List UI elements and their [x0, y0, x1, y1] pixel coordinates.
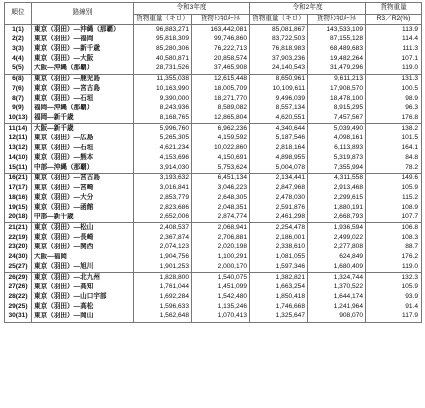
- header-weight-current: 貨物重量（キロ）: [134, 15, 192, 25]
- rank-cell: 14(10): [5, 153, 32, 163]
- weight-current-cell: 3,914,030: [134, 163, 192, 173]
- route-cell: 東京（羽田）―高松: [32, 302, 134, 312]
- weight-current-cell: 3,016,841: [134, 184, 192, 194]
- table-row: [5, 144, 422, 154]
- route-cell: 東京（羽田）―大阪: [32, 54, 134, 64]
- table-row: [5, 84, 422, 94]
- tonkm-previous-cell: 18,478,100: [308, 94, 366, 104]
- header-tonkm-current: 貨物ﾄﾝｷﾛﾒｰﾄﾙ: [192, 15, 250, 25]
- ratio-cell: 164.1: [366, 144, 422, 154]
- weight-current-cell: 1,901,253: [134, 262, 192, 272]
- route-cell: 東京（羽田）―新千歳: [32, 44, 134, 54]
- table-row: [5, 213, 422, 223]
- weight-current-cell: 1,761,044: [134, 283, 192, 293]
- weight-previous-cell: 1,382,821: [250, 272, 308, 282]
- rank-cell: 9(9): [5, 104, 32, 114]
- tonkm-current-cell: 18,271,770: [192, 94, 250, 104]
- ratio-cell: 91.4: [366, 302, 422, 312]
- header-fy-current: 令和3年度: [134, 3, 250, 15]
- tonkm-current-cell: 8,589,082: [192, 104, 250, 114]
- tonkm-previous-cell: 6,113,893: [308, 144, 366, 154]
- weight-previous-cell: 8,557,134: [250, 104, 308, 114]
- table-row: [5, 283, 422, 293]
- table-row: [5, 253, 422, 263]
- tonkm-previous-cell: 2,668,793: [308, 213, 366, 223]
- tonkm-previous-cell: 1,880,191: [308, 203, 366, 213]
- rank-cell: 7(6): [5, 84, 32, 94]
- ratio-cell: 100.5: [366, 84, 422, 94]
- tonkm-current-cell: 2,048,351: [192, 203, 250, 213]
- cargo-route-ranking-page: [4, 2, 421, 404]
- tonkm-current-cell: 2,874,774: [192, 213, 250, 223]
- tonkm-current-cell: 1,135,246: [192, 302, 250, 312]
- route-cell: 東京（羽田）―高知: [32, 283, 134, 293]
- table-row: [5, 292, 422, 302]
- weight-current-cell: 8,168,765: [134, 113, 192, 123]
- ratio-cell: 115.2: [366, 193, 422, 203]
- weight-previous-cell: 8,650,961: [250, 74, 308, 84]
- table-row: [5, 25, 422, 35]
- table-row: [5, 312, 422, 322]
- header-rank: 順位: [5, 3, 32, 25]
- cargo-ranking-table: [4, 2, 422, 323]
- route-cell: 東京（羽田）―熊本: [32, 153, 134, 163]
- ratio-cell: 131.3: [366, 74, 422, 84]
- tonkm-current-cell: 4,159,592: [192, 134, 250, 144]
- ratio-cell: 108.3: [366, 233, 422, 243]
- tonkm-current-cell: 1,540,075: [192, 272, 250, 282]
- tonkm-previous-cell: 68,489,683: [308, 44, 366, 54]
- weight-current-cell: 2,408,537: [134, 223, 192, 233]
- table-row: [5, 35, 422, 45]
- route-cell: 福岡―沖縄（那覇）: [32, 104, 134, 114]
- rank-cell: 13(12): [5, 144, 32, 154]
- route-cell: 中部―沖縄（那覇）: [32, 163, 134, 173]
- ratio-cell: 114.4: [366, 35, 422, 45]
- table-row: [5, 223, 422, 233]
- weight-previous-cell: 4,620,551: [250, 113, 308, 123]
- tonkm-current-cell: 2,020,198: [192, 243, 250, 253]
- weight-current-cell: 2,652,006: [134, 213, 192, 223]
- tonkm-previous-cell: 1,680,409: [308, 262, 366, 272]
- tonkm-current-cell: 1,451,099: [192, 283, 250, 293]
- rank-cell: 23(20): [5, 243, 32, 253]
- rank-cell: 26(29): [5, 272, 32, 282]
- tonkm-previous-cell: 31,479,296: [308, 64, 366, 74]
- ratio-cell: 107.7: [366, 213, 422, 223]
- weight-current-cell: 1,562,648: [134, 312, 192, 322]
- table-row: [5, 44, 422, 54]
- rank-cell: 27(26): [5, 283, 32, 293]
- weight-previous-cell: 76,818,983: [250, 44, 308, 54]
- rank-cell: 17(17): [5, 184, 32, 194]
- table-row: [5, 124, 422, 134]
- table-row: [5, 243, 422, 253]
- route-cell: 中部―新千歳: [32, 213, 134, 223]
- route-cell: 東京（羽田）―宮古島: [32, 173, 134, 183]
- tonkm-previous-cell: 1,370,522: [308, 283, 366, 293]
- weight-current-cell: 1,828,800: [134, 272, 192, 282]
- weight-previous-cell: 83,722,503: [250, 35, 308, 45]
- route-cell: 東京（羽田）―山口宇部: [32, 292, 134, 302]
- weight-previous-cell: 9,496,039: [250, 94, 308, 104]
- weight-previous-cell: 10,109,611: [250, 84, 308, 94]
- tonkm-current-cell: 2,706,881: [192, 233, 250, 243]
- header-fy-previous: 令和2年度: [250, 3, 366, 15]
- route-cell: 東京（羽田）―長崎: [32, 233, 134, 243]
- tonkm-current-cell: 6,962,236: [192, 124, 250, 134]
- table-row: [5, 184, 422, 194]
- rank-cell: 18(16): [5, 193, 32, 203]
- weight-previous-cell: 5,004,078: [250, 163, 308, 173]
- ratio-cell: 176.2: [366, 253, 422, 263]
- ratio-cell: 119.0: [366, 64, 422, 74]
- weight-previous-cell: 2,478,030: [250, 193, 308, 203]
- table-row: [5, 104, 422, 114]
- tonkm-previous-cell: 4,311,558: [308, 173, 366, 183]
- ratio-cell: 132.3: [366, 272, 422, 282]
- table-row: [5, 233, 422, 243]
- rank-cell: 15(11): [5, 163, 32, 173]
- ratio-cell: 105.9: [366, 283, 422, 293]
- weight-previous-cell: 4,898,955: [250, 153, 308, 163]
- weight-previous-cell: 2,186,001: [250, 233, 308, 243]
- tonkm-previous-cell: 2,913,468: [308, 184, 366, 194]
- route-cell: 東京（羽田）―宮古島: [32, 84, 134, 94]
- weight-current-cell: 3,193,632: [134, 173, 192, 183]
- rank-cell: 24(30): [5, 253, 32, 263]
- table-row: [5, 113, 422, 123]
- weight-current-cell: 1,596,633: [134, 302, 192, 312]
- route-cell: 東京（羽田）―大分: [32, 193, 134, 203]
- tonkm-current-cell: 20,858,574: [192, 54, 250, 64]
- tonkm-previous-cell: 1,644,174: [308, 292, 366, 302]
- weight-previous-cell: 24,140,543: [250, 64, 308, 74]
- route-cell: 東京（羽田）―宮崎: [32, 184, 134, 194]
- weight-previous-cell: 37,903,236: [250, 54, 308, 64]
- tonkm-previous-cell: 1,241,964: [308, 302, 366, 312]
- weight-previous-cell: 2,254,478: [250, 223, 308, 233]
- weight-current-cell: 4,153,696: [134, 153, 192, 163]
- ratio-cell: 108.9: [366, 203, 422, 213]
- weight-current-cell: 95,818,309: [134, 35, 192, 45]
- weight-previous-cell: 1,325,647: [250, 312, 308, 322]
- table-row: [5, 262, 422, 272]
- table-row: [5, 94, 422, 104]
- weight-previous-cell: 85,081,867: [250, 25, 308, 35]
- route-cell: 大阪―福岡: [32, 253, 134, 263]
- table-row: [5, 272, 422, 282]
- route-cell: 大阪―沖縄（那覇）: [32, 64, 134, 74]
- tonkm-current-cell: 12,865,804: [192, 113, 250, 123]
- weight-previous-cell: 1,081,055: [250, 253, 308, 263]
- weight-previous-cell: 1,597,346: [250, 262, 308, 272]
- table-row: [5, 203, 422, 213]
- weight-current-cell: 4,621,234: [134, 144, 192, 154]
- ratio-cell: 117.9: [366, 312, 422, 322]
- weight-previous-cell: 2,818,164: [250, 144, 308, 154]
- route-cell: 東京（羽田）―北九州: [32, 272, 134, 282]
- table-row: [5, 74, 422, 84]
- route-cell: 東京（羽田）―函館: [32, 203, 134, 213]
- tonkm-previous-cell: 2,499,022: [308, 233, 366, 243]
- rank-cell: 28(22): [5, 292, 32, 302]
- weight-previous-cell: 1,850,418: [250, 292, 308, 302]
- table-row: [5, 302, 422, 312]
- table-row: [5, 153, 422, 163]
- tonkm-previous-cell: 17,908,570: [308, 84, 366, 94]
- weight-previous-cell: 4,340,644: [250, 124, 308, 134]
- route-cell: 福岡―新千歳: [32, 113, 134, 123]
- tonkm-previous-cell: 2,277,808: [308, 243, 366, 253]
- ratio-cell: 93.9: [366, 292, 422, 302]
- tonkm-current-cell: 10,022,860: [192, 144, 250, 154]
- table-body: [5, 25, 422, 323]
- weight-previous-cell: 2,847,968: [250, 184, 308, 194]
- rank-cell: 30(31): [5, 312, 32, 322]
- tonkm-current-cell: 163,442,081: [192, 25, 250, 35]
- weight-current-cell: 8,243,936: [134, 104, 192, 114]
- rank-cell: 8(7): [5, 94, 32, 104]
- route-cell: 東京（羽田）―鹿児島: [32, 74, 134, 84]
- rank-cell: 10(13): [5, 113, 32, 123]
- rank-cell: 21(21): [5, 223, 32, 233]
- weight-current-cell: 9,390,000: [134, 94, 192, 104]
- ratio-cell: 98.9: [366, 94, 422, 104]
- ratio-cell: 88.7: [366, 243, 422, 253]
- rank-cell: 1(1): [5, 25, 32, 35]
- tonkm-previous-cell: 87,155,128: [308, 35, 366, 45]
- tonkm-previous-cell: 624,849: [308, 253, 366, 263]
- weight-current-cell: 1,904,756: [134, 253, 192, 263]
- route-cell: 東京（羽田）―沖縄（那覇）: [32, 25, 134, 35]
- weight-previous-cell: 1,663,254: [250, 283, 308, 293]
- weight-current-cell: 2,853,779: [134, 193, 192, 203]
- weight-current-cell: 40,580,871: [134, 54, 192, 64]
- weight-current-cell: 5,265,305: [134, 134, 192, 144]
- table-row: [5, 173, 422, 183]
- weight-previous-cell: 5,187,546: [250, 134, 308, 144]
- tonkm-previous-cell: 7,457,567: [308, 113, 366, 123]
- tonkm-previous-cell: 1,936,594: [308, 223, 366, 233]
- ratio-cell: 84.8: [366, 153, 422, 163]
- tonkm-current-cell: 1,070,413: [192, 312, 250, 322]
- rank-cell: 22(19): [5, 233, 32, 243]
- table-row: [5, 163, 422, 173]
- ratio-cell: 119.0: [366, 262, 422, 272]
- rank-cell: 20(18): [5, 213, 32, 223]
- tonkm-current-cell: 4,150,691: [192, 153, 250, 163]
- weight-previous-cell: 2,461,298: [250, 213, 308, 223]
- tonkm-previous-cell: 7,355,994: [308, 163, 366, 173]
- weight-current-cell: 2,823,686: [134, 203, 192, 213]
- table-row: [5, 193, 422, 203]
- rank-cell: 2(2): [5, 35, 32, 45]
- rank-cell: 19(15): [5, 203, 32, 213]
- rank-cell: 3(3): [5, 44, 32, 54]
- table-row: [5, 64, 422, 74]
- tonkm-current-cell: 12,615,448: [192, 74, 250, 84]
- tonkm-previous-cell: 5,319,873: [308, 153, 366, 163]
- tonkm-previous-cell: 143,533,109: [308, 25, 366, 35]
- table-header: [5, 3, 422, 25]
- header-ratio: R3／R2(%): [366, 15, 422, 25]
- weight-current-cell: 28,731,526: [134, 64, 192, 74]
- tonkm-previous-cell: 19,482,264: [308, 54, 366, 64]
- ratio-cell: 105.9: [366, 184, 422, 194]
- ratio-cell: 113.9: [366, 25, 422, 35]
- tonkm-previous-cell: 908,070: [308, 312, 366, 322]
- tonkm-current-cell: 76,222,713: [192, 44, 250, 54]
- route-cell: 東京（羽田）―旭川: [32, 262, 134, 272]
- weight-previous-cell: 2,591,876: [250, 203, 308, 213]
- rank-cell: 25(27): [5, 262, 32, 272]
- tonkm-previous-cell: 9,611,213: [308, 74, 366, 84]
- route-cell: 東京（羽田）―福岡: [32, 35, 134, 45]
- weight-current-cell: 96,883,271: [134, 25, 192, 35]
- rank-cell: 5(5): [5, 64, 32, 74]
- rank-cell: 4(4): [5, 54, 32, 64]
- tonkm-current-cell: 6,451,134: [192, 173, 250, 183]
- tonkm-previous-cell: 2,299,615: [308, 193, 366, 203]
- weight-previous-cell: 1,746,668: [250, 302, 308, 312]
- ratio-cell: 101.5: [366, 134, 422, 144]
- ratio-cell: 78.2: [366, 163, 422, 173]
- tonkm-current-cell: 18,005,709: [192, 84, 250, 94]
- weight-current-cell: 11,355,038: [134, 74, 192, 84]
- rank-cell: 16(21): [5, 173, 32, 183]
- tonkm-current-cell: 1,100,291: [192, 253, 250, 263]
- route-cell: 大阪―新千歳: [32, 124, 134, 134]
- ratio-cell: 107.1: [366, 54, 422, 64]
- ratio-cell: 96.3: [366, 104, 422, 114]
- route-cell: 東京（羽田）―広島: [32, 134, 134, 144]
- weight-current-cell: 5,996,760: [134, 124, 192, 134]
- tonkm-current-cell: 1,542,480: [192, 292, 250, 302]
- tonkm-current-cell: 2,648,305: [192, 193, 250, 203]
- header-cargo-weight: 貨物重量: [366, 3, 422, 15]
- ratio-cell: 138.2: [366, 124, 422, 134]
- ratio-cell: 106.8: [366, 223, 422, 233]
- route-cell: 東京（羽田）―岡山: [32, 312, 134, 322]
- ratio-cell: 176.8: [366, 113, 422, 123]
- weight-previous-cell: 2,134,441: [250, 173, 308, 183]
- tonkm-current-cell: 3,046,223: [192, 184, 250, 194]
- route-cell: 東京（羽田）―石垣: [32, 94, 134, 104]
- route-cell: 東京（羽田）―石垣: [32, 144, 134, 154]
- rank-cell: 6(8): [5, 74, 32, 84]
- ratio-cell: 111.3: [366, 44, 422, 54]
- tonkm-previous-cell: 8,915,295: [308, 104, 366, 114]
- weight-current-cell: 85,280,306: [134, 44, 192, 54]
- route-cell: 東京（羽田）―関西: [32, 243, 134, 253]
- tonkm-previous-cell: 1,324,744: [308, 272, 366, 282]
- header-tonkm-previous: 貨物ﾄﾝｷﾛﾒｰﾄﾙ: [308, 15, 366, 25]
- tonkm-previous-cell: 4,098,161: [308, 134, 366, 144]
- route-cell: 東京（羽田）―松山: [32, 223, 134, 233]
- rank-cell: 12(11): [5, 134, 32, 144]
- weight-current-cell: 2,367,874: [134, 233, 192, 243]
- weight-current-cell: 10,163,990: [134, 84, 192, 94]
- tonkm-current-cell: 2,068,941: [192, 223, 250, 233]
- weight-current-cell: 2,074,123: [134, 243, 192, 253]
- tonkm-current-cell: 37,465,908: [192, 64, 250, 74]
- weight-previous-cell: 2,338,610: [250, 243, 308, 253]
- tonkm-current-cell: 99,746,860: [192, 35, 250, 45]
- tonkm-current-cell: 5,753,624: [192, 163, 250, 173]
- weight-current-cell: 1,692,284: [134, 292, 192, 302]
- header-route: 路線別: [32, 3, 134, 25]
- tonkm-current-cell: 2,000,170: [192, 262, 250, 272]
- table-row: [5, 134, 422, 144]
- rank-cell: 11(14): [5, 124, 32, 134]
- header-weight-previous: 貨物重量（キロ）: [250, 15, 308, 25]
- rank-cell: 29(25): [5, 302, 32, 312]
- tonkm-previous-cell: 5,039,490: [308, 124, 366, 134]
- table-row: [5, 54, 422, 64]
- ratio-cell: 149.6: [366, 173, 422, 183]
